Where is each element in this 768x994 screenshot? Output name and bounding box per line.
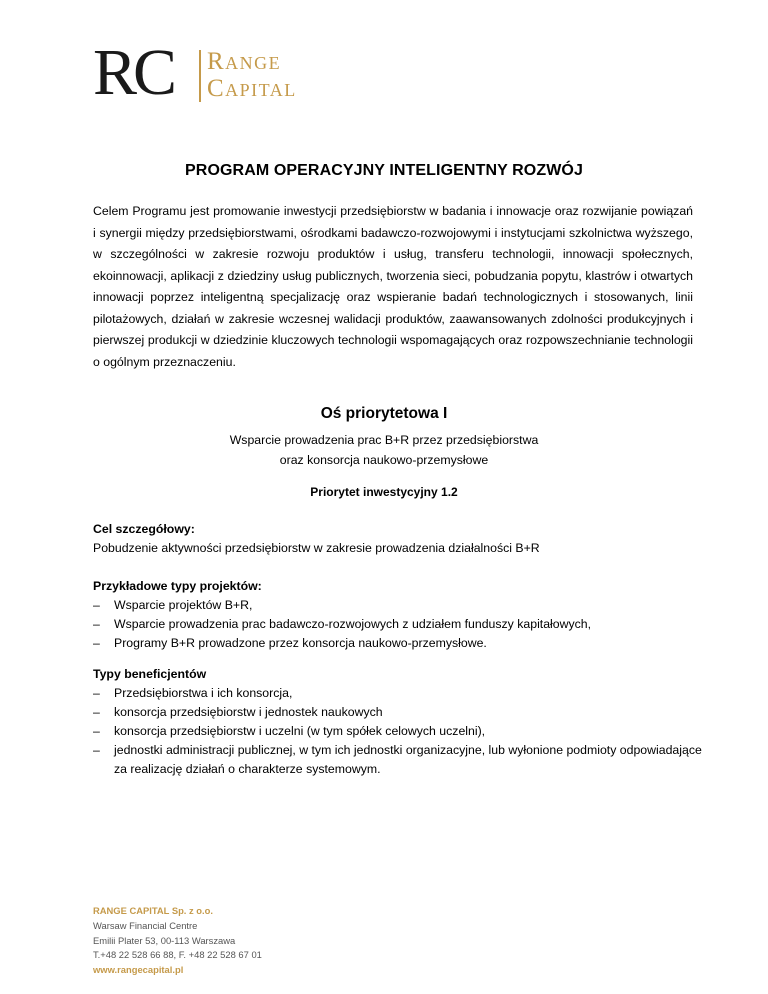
intro-paragraph: Celem Programu jest promowanie inwestycji przedsiębiorstw w badania i innowacje oraz rozwijanie powiązań i synergii między przedsiębiorstwami, ośrodkami badawczo-rozwojowymi i instytucjami szkolnictwa wyższego, w szczególności w zakresie rozwoju produktów i usług, transferu technologii, innowacji społecznych, ekoinnowacji, aplikacji z dziedziny usług publicznych, tworzenia sieci, pobudzania popytu, klastrów i otwartych innowacji poprzez inteligentną specjalizację oraz wspieranie badań technologicznych i stosowanych, linii pilotażowych, działań w zakresie wczesnej walidacji produktów, zaawansowanych zdolności produkcyjnych i pierwszej produkcji w dziedzinie kluczowych technologii wspomagających oraz rozpowszechnianie technologii o ogólnym przeznaczeniu. [93,204,693,369]
list-item [93,741,713,779]
list-item-text: Wsparcie projektów B+R, [114,598,253,612]
list-item-text: Wsparcie prowadzenia prac badawczo-rozwojowych z udziałem funduszy kapitałowych, [114,617,592,631]
list-item-text: Przedsiębiorstwa i ich konsorcja, [114,686,293,700]
logo-wordmark [207,48,297,102]
list-item [93,615,713,634]
beneficiaries-heading: Typy beneficjentów [93,667,207,681]
priority-heading: Priorytet inwestycyjny 1.2 [310,485,458,499]
axis-heading: Oś priorytetowa I [320,405,448,422]
dash-bullet: – [93,743,100,757]
logo-divider [199,50,201,102]
dash-bullet: – [93,636,100,650]
goal-text: Pobudzenie aktywności przedsiębiorstw w zakresie prowadzenia działalności B+R [93,541,540,555]
projects-list [93,596,713,653]
projects-heading: Przykładowe typy projektów: [93,579,262,593]
goal-heading: Cel szczegółowy: [93,522,195,536]
axis-subtitle-line1: Wsparcie prowadzenia prac B+R przez przedsiębiorstwa [229,433,539,447]
dash-bullet: – [93,686,100,700]
dash-bullet: – [93,705,100,719]
goal-section [93,520,713,558]
page-title: PROGRAM OPERACYJNY INTELIGENTNY ROZWÓJ [185,162,583,179]
list-item-text: Programy B+R prowadzone przez konsorcja naukowo-przemysłowe. [114,636,487,650]
footer-address: Emilii Plater 53, 00-113 Warszawa [93,934,236,946]
logo-wordmark-line1: Range [207,48,282,75]
dash-bullet: – [93,724,100,738]
axis-subtitle [0,430,768,470]
logo-monogram: RC [93,36,174,109]
list-item [93,596,713,615]
list-item-text: konsorcja przedsiębiorstw i jednostek naukowych [114,705,383,719]
axis-subtitle-line2: oraz konsorcja naukowo-przemysłowe [279,453,489,467]
company-footer [93,904,262,978]
projects-section [93,577,713,653]
footer-building: Warsaw Financial Centre [93,919,198,931]
beneficiaries-section [93,665,713,779]
beneficiaries-list [93,684,713,779]
list-item [93,703,713,722]
dash-bullet: – [93,598,100,612]
dash-bullet: – [93,617,100,631]
list-item-text: jednostki administracji publicznej, w tym ich jednostki organizacyjne, lub wyłonione podmioty odpowiadające za realizację działań o charakterze systemowym. [114,743,702,776]
footer-phone-fax: T.+48 22 528 66 88, F. +48 22 528 67 01 [93,949,262,961]
list-item [93,684,713,703]
footer-website-link[interactable]: www.rangecapital.pl [93,964,184,976]
list-item [93,722,713,741]
logo-wordmark-line2: Capital [207,75,297,102]
range-capital-logo [93,36,353,109]
list-item-text: konsorcja przedsiębiorstw i uczelni (w tym spółek celowych uczelni), [114,724,486,738]
footer-company: RANGE CAPITAL Sp. z o.o. [93,905,213,916]
list-item [93,634,713,653]
